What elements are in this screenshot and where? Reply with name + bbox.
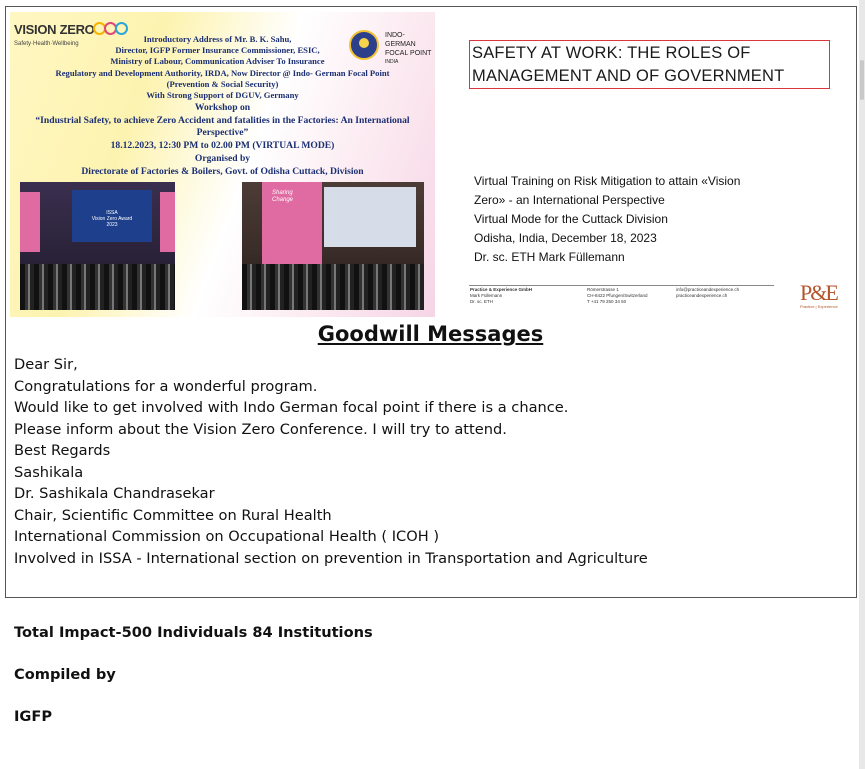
side-banner	[20, 192, 40, 252]
slide-footer-company	[470, 287, 532, 305]
message-line: Congratulations for a wonderful program.	[14, 377, 318, 395]
slide-footer-address	[587, 287, 648, 305]
total-impact: Total Impact-500 Individuals 84 Institutions	[14, 624, 373, 641]
slide-info-block	[474, 172, 740, 267]
side-banner	[160, 192, 175, 252]
poster-line: (Prevention & Social Security)	[166, 78, 279, 89]
scrollbar-thumb[interactable]	[860, 60, 864, 100]
message-line: Would like to get involved with Indo German focal point if there is a chance.	[14, 399, 569, 416]
igfp-logo-line1: INDO-GERMAN	[385, 32, 416, 48]
goodwill-title-text: Goodwill Messages	[317, 322, 544, 346]
goodwill-title	[0, 322, 865, 346]
slide-info-line: Virtual Training on Risk Mitigation to attain «Vision	[474, 174, 741, 188]
sharing-change-banner	[262, 182, 322, 267]
stage-presentation-photo	[242, 182, 424, 310]
poster-line: Ministry of Labour, Communication Adviser To Insurance	[110, 56, 325, 67]
photo2-banner-line1: Sharing	[272, 190, 293, 196]
message-line: Involved in ISSA - International section on prevention in Transportation and Agriculture	[14, 549, 648, 567]
footer-text: info@practiceandexperience.ch	[676, 287, 740, 292]
message-line: Chair, Scientific Committee on Rural Health	[14, 506, 332, 524]
poster-text-block	[10, 34, 435, 178]
photo1-screen-line3: 2023	[106, 222, 118, 228]
slide-title-line2: MANAGEMENT AND OF GOVERNMENT	[472, 67, 785, 85]
workshop-datetime: 18.12.2023, 12:30 PM to 02.00 PM (VIRTUAL MODE)	[110, 140, 335, 152]
crowd	[20, 264, 175, 310]
workshop-poster	[10, 12, 435, 317]
poster-line: Director, IGFP Former Insurance Commissioner, ESIC,	[115, 45, 320, 56]
pe-logo-tagline: Practice | Experience	[800, 304, 838, 309]
footer-text: practiceandexperience.ch	[676, 293, 728, 298]
slide-title-box	[469, 40, 830, 89]
crowd	[242, 264, 424, 310]
slide-footer-web	[676, 287, 739, 299]
footer-text: T +41 79 250 34 50	[587, 299, 627, 304]
stage-screen	[72, 190, 152, 242]
message-line: Best Regards	[14, 442, 111, 459]
igfp-logo-line3: INDIA	[385, 59, 399, 65]
poster-line: Regulatory and Development Authority, IRDA, Now Director @ Indo- German Focal Point	[55, 67, 390, 78]
photo1-screen-line2: Vision Zero Award	[91, 216, 133, 222]
message-line: International Commission on Occupational Health ( ICOH )	[14, 528, 440, 545]
vision-zero-tagline: Safety·Health·Wellbeing	[14, 41, 79, 47]
igfp-logo-line2: FOCAL POINT	[385, 50, 432, 57]
slide-info-line: Virtual Mode for the Cuttack Division	[474, 212, 668, 226]
photo2-banner-line2: Change	[272, 197, 294, 203]
award-ceremony-photo	[20, 182, 175, 310]
vision-zero-brand: VISION ZERO	[14, 22, 95, 37]
presentation-screen	[324, 187, 416, 247]
goodwill-message	[14, 354, 648, 569]
vertical-scrollbar[interactable]	[859, 0, 865, 769]
message-line: Dear Sir,	[14, 356, 78, 373]
workshop-label: Workshop on	[194, 102, 251, 114]
compiled-by-value: IGFP	[14, 708, 53, 725]
message-line: Sashikala	[14, 463, 84, 481]
message-line: Dr. Sashikala Chandrasekar	[14, 485, 215, 502]
footer-text: Mark Füllemann	[470, 293, 503, 298]
slide-info-line: Zero» - an International Perspective	[474, 193, 665, 207]
slide-info-line: Dr. sc. ETH Mark Füllemann	[474, 250, 625, 264]
slide-footer-divider	[469, 285, 774, 286]
workshop-title: “Industrial Safety, to achieve Zero Accident and fatalities in the Factories: An International Perspective”	[35, 115, 410, 139]
footer-text: Practice & Experience GmbH	[470, 287, 533, 292]
message-line: Please inform about the Vision Zero Conference. I will try to attend.	[14, 420, 507, 438]
photo1-screen-line1: ISSA	[106, 210, 118, 216]
poster-line: With Strong Support of DGUV, Germany	[146, 90, 299, 101]
pe-logo: P&E	[800, 280, 837, 305]
footer-text: CH-8422 Pfungen/Switzerland	[587, 293, 648, 298]
footer-text: Römerstrasse 1	[587, 287, 619, 292]
poster-line: Introductory Address of Mr. B. K. Sahu,	[143, 34, 292, 44]
organiser: Directorate of Factories & Boilers, Govt. of Odisha Cuttack, Division	[81, 166, 364, 178]
compiled-by-label: Compiled by	[14, 666, 116, 683]
organised-label: Organised by	[194, 153, 251, 165]
footer-text: Dr. sc. ETH	[470, 299, 494, 304]
slide-title-line1: SAFETY AT WORK: THE ROLES OF	[472, 44, 751, 62]
slide-info-line: Odisha, India, December 18, 2023	[474, 231, 657, 245]
